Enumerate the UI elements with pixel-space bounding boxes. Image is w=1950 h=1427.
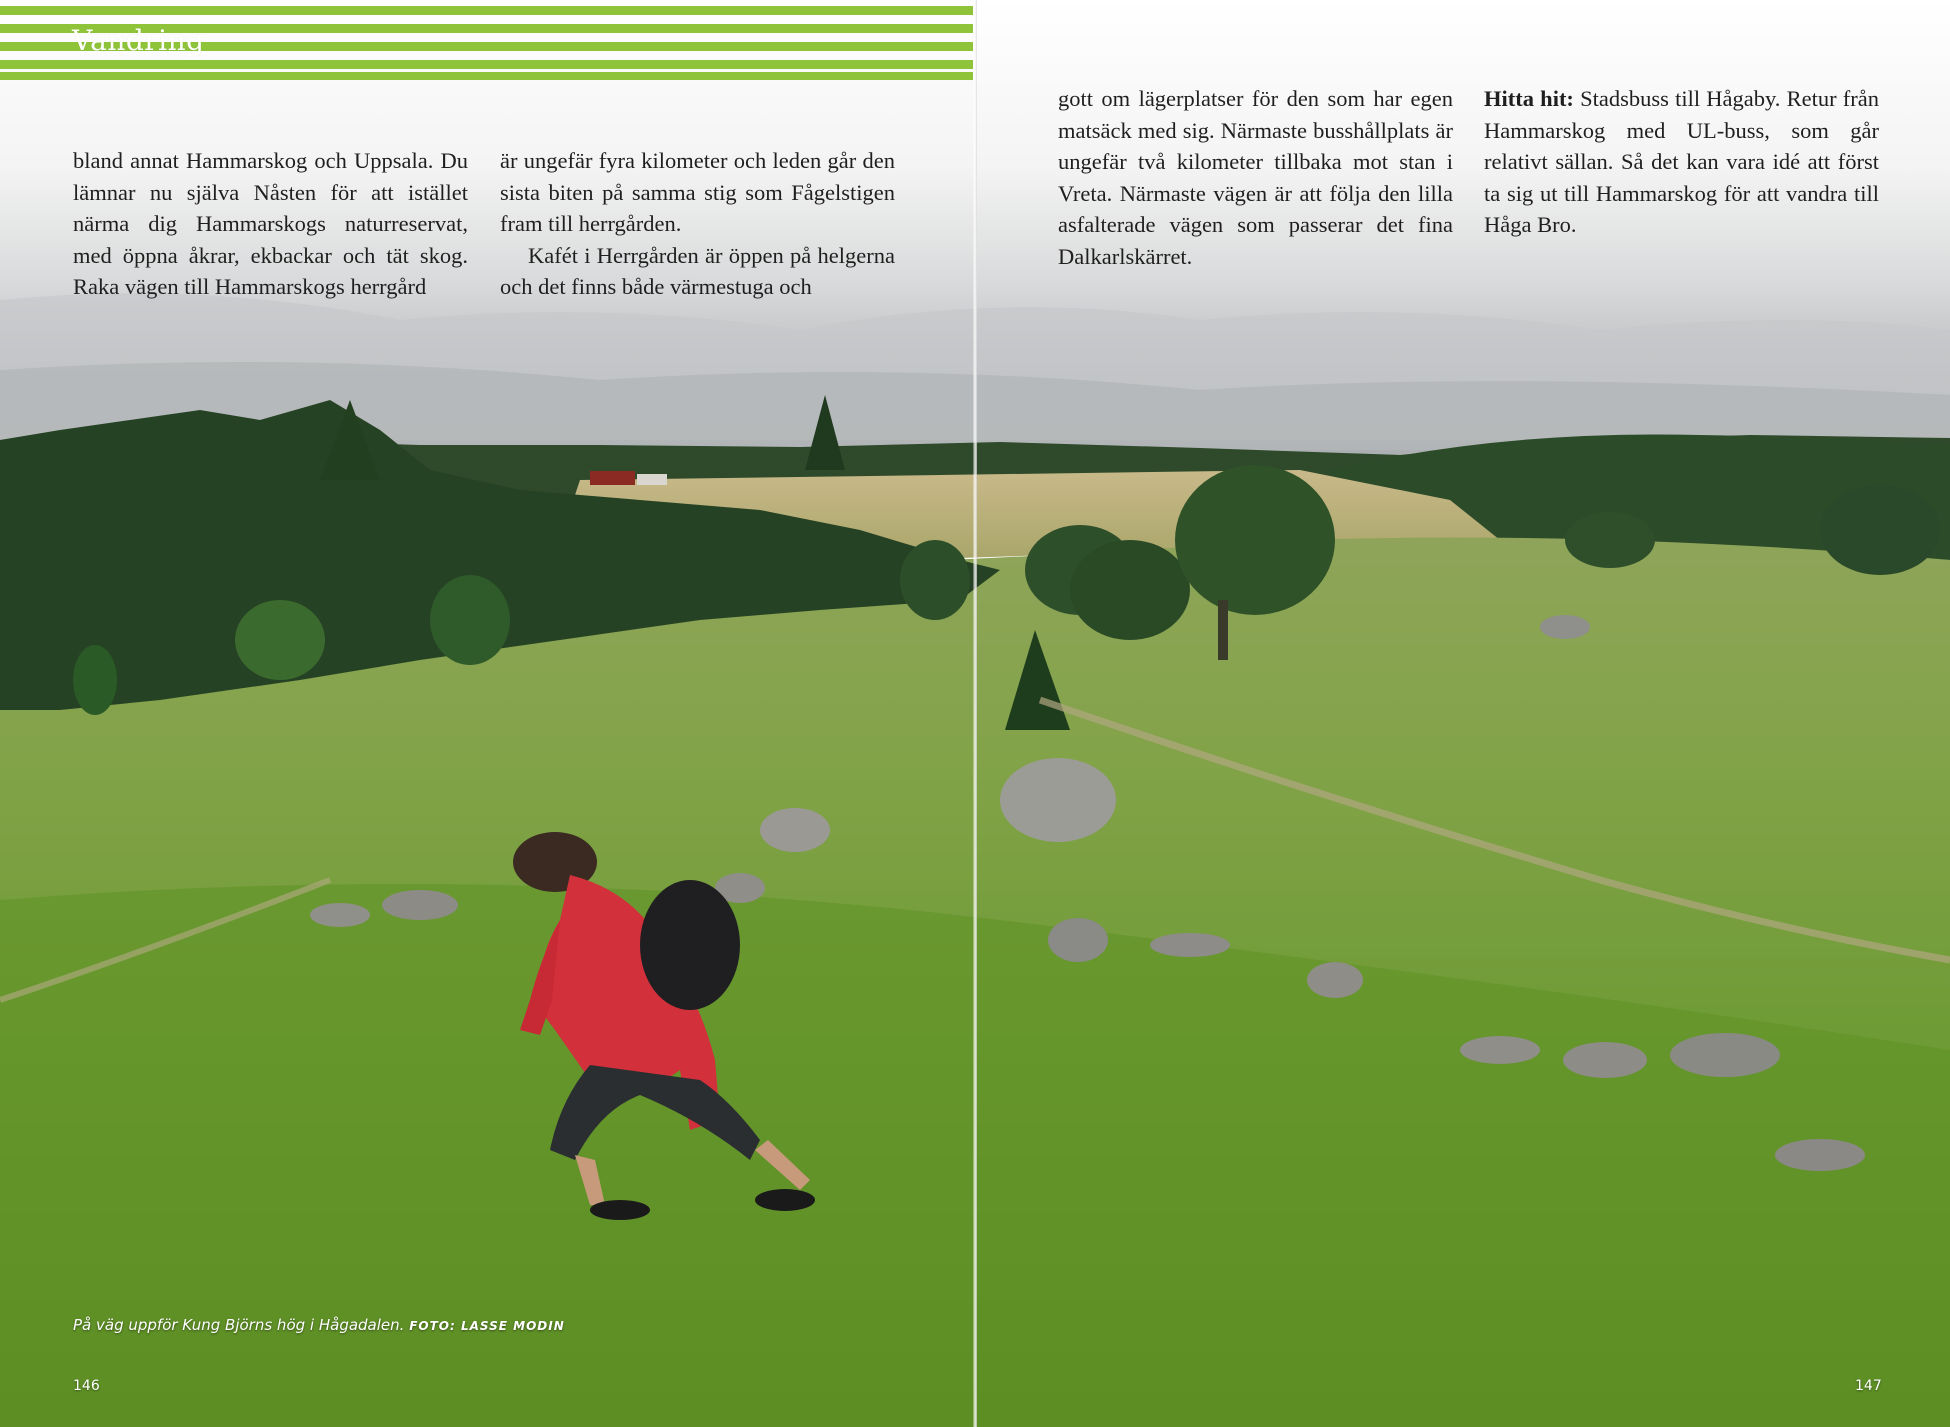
- boulder: [1048, 918, 1108, 962]
- red-barn: [590, 471, 635, 485]
- page-number-left: 146: [73, 1378, 100, 1394]
- body-column-4: [1484, 83, 1879, 241]
- photo-credit: FOTO: LASSE MODIN: [409, 1319, 565, 1333]
- paragraph: Kafét i Herrgården är öppen på helgerna och det finns både värmestuga och: [500, 242, 895, 299]
- right-tree: [1565, 512, 1655, 568]
- caption-text: På väg uppför Kung Björns hög i Hågadalen.: [73, 1316, 405, 1334]
- boulder: [1460, 1036, 1540, 1064]
- body-column-1: [73, 145, 468, 303]
- boulder: [1670, 1033, 1780, 1077]
- boulder: [1307, 962, 1363, 998]
- boulder: [760, 808, 830, 852]
- tree-cluster: [73, 645, 117, 715]
- tree-cluster: [1070, 540, 1190, 640]
- page-number-right: 147: [1855, 1378, 1882, 1394]
- boulder: [310, 903, 370, 927]
- directions-paragraph: [1484, 83, 1879, 241]
- body-column-2: [500, 145, 895, 303]
- tree-cluster: [235, 600, 325, 680]
- boulder: [1775, 1139, 1865, 1171]
- boulder: [1540, 615, 1590, 639]
- white-building: [637, 474, 667, 485]
- directions-lead: Hitta hit:: [1484, 86, 1574, 111]
- photo-caption: [73, 1316, 565, 1334]
- page-gutter: [973, 0, 977, 1427]
- tree-cluster: [900, 540, 970, 620]
- hiker-shoe: [755, 1189, 815, 1211]
- boulder: [1000, 758, 1116, 842]
- paragraph: bland annat Hammarskog och Uppsala. Du lämnar nu själva Nåsten för att istället närma dig Hammarskogs naturreservat, med öppna åkrar, ekbackar och tät skog. Raka vägen till Hammarskogs herrgård: [73, 148, 468, 299]
- right-tree: [1820, 485, 1940, 575]
- section-title: Vandring: [72, 24, 205, 57]
- lone-tree: [1175, 465, 1335, 615]
- paragraph: är ungefär fyra kilometer och leden går den sista biten på samma stig som Fågelstigen fram till herrgården.: [500, 148, 895, 236]
- boulder: [1563, 1042, 1647, 1078]
- lone-tree-trunk: [1218, 600, 1228, 660]
- tree-cluster: [430, 575, 510, 665]
- boulder: [382, 890, 458, 920]
- paragraph: gott om lägerplatser för den som har egen matsäck med sig. Närmaste busshållplats är ungefär två kilometer tillbaka mot stan i Vreta. Närmaste vägen är att följa den lilla asfalterade vägen som passerar det fina Dalkarlskärret.: [1058, 86, 1453, 269]
- boulder: [1150, 933, 1230, 957]
- hiker-backpack: [640, 880, 740, 1010]
- directions-text: Stadsbuss till Hågaby. Retur från Hammarskog med UL-buss, som går relativt sällan. Så det kan vara idé att först ta sig ut till Hammarskog för att vandra till Håga Bro.: [1484, 86, 1879, 237]
- hiker-shoe: [590, 1200, 650, 1220]
- body-column-3: [1058, 83, 1453, 272]
